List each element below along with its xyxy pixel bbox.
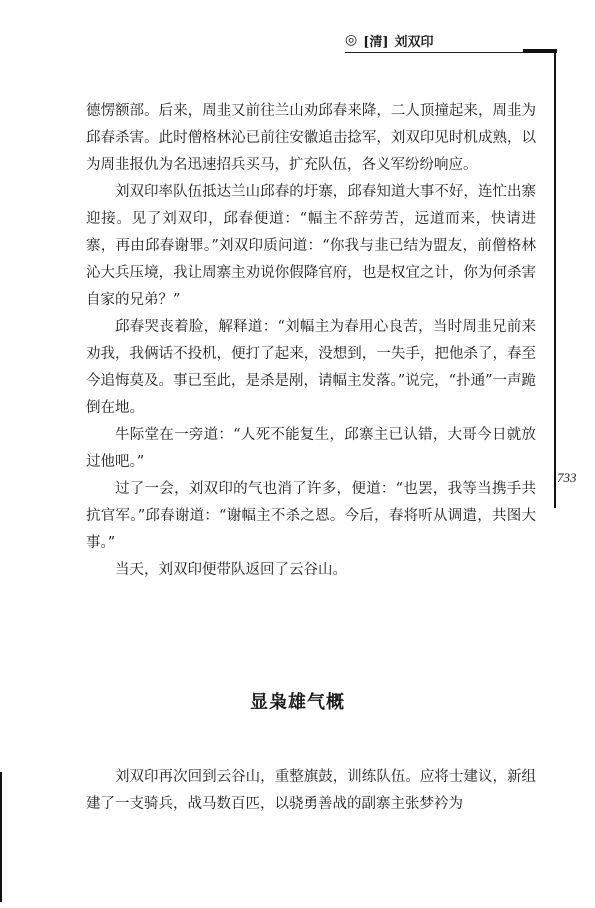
paragraph: 过了一会，刘双印的气也消了许多，便道：“也罢，我等当携手共抗官军。”邱春谢道：“谢幅主不杀之恩。今后，春将听从调遣，共图大事。” [86, 481, 536, 551]
paragraph: 刘双印再次回到云谷山，重整旗鼓，训练队伍。应将士建议，新组建了一支骑兵，战马数百匹，以骁勇善战的副寨主张梦衿为 [86, 769, 536, 812]
paragraph: 德愣额部。后来，周韭又前往兰山劝邱春来降，二人顶撞起来，周韭为邱春杀害。此时僧格林沁已前往安徽追击捻军，刘双印见时机成熟，以为周韭报仇为名迅速招兵买马，扩充队伍，各义军纷纷响应。 [86, 103, 536, 173]
left-margin-rule [0, 772, 2, 902]
paragraph: 邱春哭丧着脸，解释道：“刘幅主为春用心良苦，当时周韭兄前来劝我，我俩话不投机，便打了起来，没想到，一失手，把他杀了，春至今追悔莫及。事已至此，是杀是剐，请幅主发落。”说完，“扑通”一声跪倒在地。 [86, 319, 536, 416]
section-title: 显枭雄气概 [250, 692, 345, 713]
body-text [86, 98, 536, 584]
header-rule-accent [523, 49, 557, 53]
running-header [345, 28, 434, 52]
header-rule [345, 52, 552, 53]
body-text-continued [86, 764, 536, 818]
paragraph: 刘双印率队伍抵达兰山邱春的圩寨，邱春知道大事不好，连忙出寨迎接。见了刘双印，邱春便道：“幅主不辞劳苦，远道而来，快请进寨，再由邱春谢罪。”刘双印质问道：“你我与韭已结为盟友，前僧格林沁大兵压境，我让周寨主劝说你假降官府，也是权宜之计，你为何杀害自家的兄弟？” [86, 184, 536, 308]
paragraph: 当天，刘双印便带队返回了云谷山。 [115, 562, 347, 578]
header-name: 刘双印 [394, 34, 434, 50]
circle-mark-icon: ◎ [345, 32, 358, 48]
header-dynasty: [清] [363, 34, 389, 50]
right-margin-rule [554, 52, 556, 508]
paragraph: 牛际堂在一旁道：“人死不能复生，邱寨主已认错，大哥今日就放过他吧。” [86, 427, 536, 470]
page-number: 733 [557, 470, 577, 485]
